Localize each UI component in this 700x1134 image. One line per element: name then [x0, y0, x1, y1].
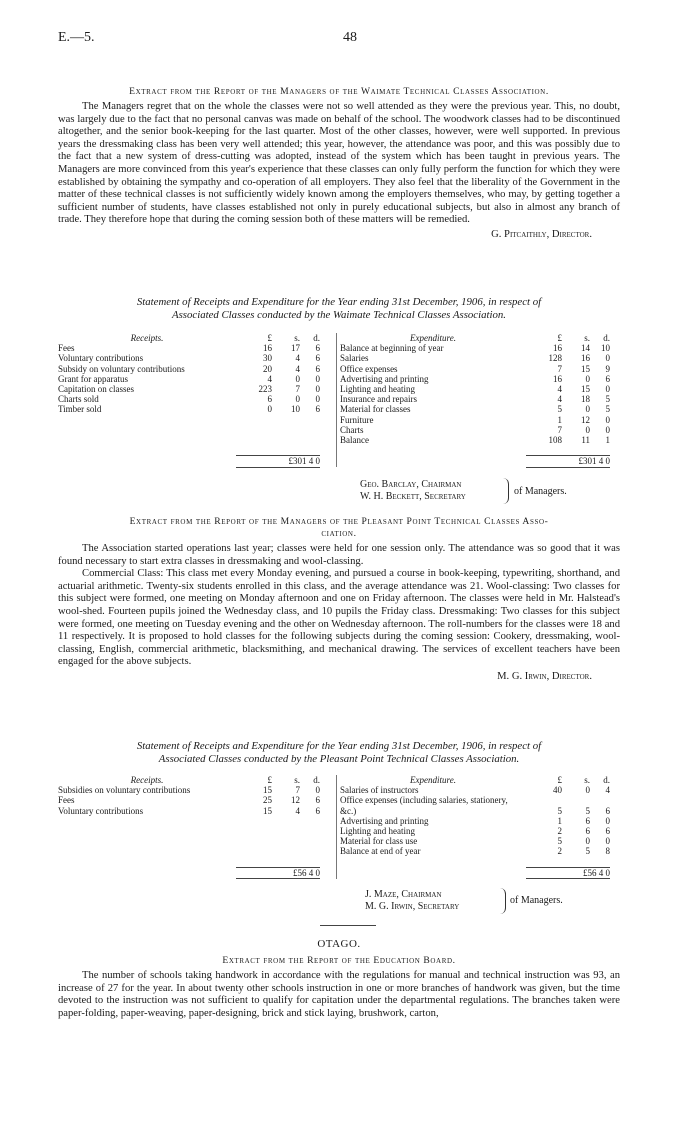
expenditure-pounds: 5 [557, 836, 562, 847]
expenditure-pence: 4 [605, 785, 610, 796]
pleasant-table-row [58, 826, 620, 836]
empty-cell [236, 415, 272, 425]
expenditure-shillings: 14 [581, 343, 590, 354]
expenditure-pounds: 40 [553, 785, 562, 796]
expenditure-pence: 0 [605, 414, 610, 425]
waimate-table-row [58, 415, 620, 425]
gap-cell [562, 445, 590, 456]
spacer [320, 374, 336, 384]
receipt-shillings: 4 [295, 805, 300, 816]
empty-cell [272, 826, 300, 836]
otago-title: OTAGO. [317, 938, 361, 950]
spacer [610, 826, 620, 836]
waimate-paragraph: The Managers regret that on the whole the classes were not so well attended as they were the previous year. This, no doubt, was largely due to the fact that no personal canvas was made on behalf of the school. The woodwork classes had to be discontinued altogether, and the senior book-keeping for the last quarter. Most of the other classes, however, were well supported. In previous years the dressmaking class has been very well attended; this year, however, the attendance was poor, and this was possibly due to the fact that a new system of dress-cutting was adopted, instead of the system which has been taught in previous years. The Managers are more convinced from this year's experience that these classes can only fully perform the function for which they were established by obtaining the sympathy and co-operation of all employers. They also feel that the liberality of the Government in the matter of these technical classes is not sufficiently widely known among the employers themselves, who may, by getting together a sufficient number of students, have classes established not only in purely educational subjects, but also in almost any branch of trade. They therefore hope that during the coming session both of these matters will be remedied. [58, 101, 620, 226]
receipt-label: Fees [58, 795, 75, 806]
empty-cell [236, 836, 272, 846]
receipt-label: Timber sold [58, 404, 102, 415]
receipt-pounds: 15 [263, 785, 272, 796]
receipt-pence: 6 [315, 343, 320, 354]
empty-cell [58, 456, 236, 467]
receipt-pence: 0 [315, 384, 320, 395]
waimate-signer-chairman: Geo. Barclay, Chairman [360, 479, 462, 490]
empty-cell [58, 836, 236, 846]
spacer [610, 374, 620, 384]
receipt-pounds: 0 [267, 404, 272, 415]
gap-cell [610, 857, 620, 868]
pleasant-statement-title [58, 740, 620, 766]
pound-header: £ [557, 775, 562, 785]
receipt-pounds: 25 [263, 795, 272, 806]
shilling-header: s. [294, 775, 300, 785]
pleasant-signers [365, 889, 459, 913]
spacer [320, 343, 336, 353]
expenditure-shillings: 0 [585, 404, 590, 415]
spacer [610, 816, 620, 826]
expenditure-label: Lighting and heating [340, 826, 415, 837]
expenditure-label: Lighting and heating [340, 384, 415, 395]
receipt-pence: 6 [315, 805, 320, 816]
expenditure-pounds: 2 [557, 826, 562, 837]
gap-cell [526, 857, 562, 868]
expenditure-pounds: 16 [553, 373, 562, 384]
pound-header: £ [267, 333, 272, 343]
receipt-label: Capitation on classes [58, 384, 134, 395]
pleasant-table-row [58, 806, 620, 816]
expenditure-pence: 5 [605, 394, 610, 405]
pleasant-heading-line-1: Extract from the Report of the Managers of the Pleasant Point Technical Classes Asso- [129, 516, 549, 527]
pleasant-accounts [58, 775, 620, 879]
page-number: 48 [343, 30, 357, 45]
expenditure-pence [590, 795, 610, 805]
spacer [610, 415, 620, 425]
empty-cell [272, 415, 300, 425]
spacer [320, 333, 336, 343]
receipt-shillings: 17 [291, 343, 300, 354]
expenditure-shillings: 15 [581, 384, 590, 395]
expenditure-shillings: 5 [585, 805, 590, 816]
waimate-accounts [58, 333, 620, 468]
waimate-gap-row [58, 445, 620, 456]
receipt-label: Charts sold [58, 394, 99, 405]
expenditure-shillings: 16 [581, 353, 590, 364]
expenditure-shillings: 0 [585, 373, 590, 384]
receipt-pounds: 20 [263, 363, 272, 374]
expenditure-shillings: 0 [585, 424, 590, 435]
waimate-table-row [58, 394, 620, 404]
waimate-expenditure-total: £301 4 0 [526, 456, 610, 467]
waimate-signers-role: of Managers. [514, 486, 567, 497]
expenditure-pounds: 16 [553, 343, 562, 354]
expenditure-label: Balance at beginning of year [340, 343, 444, 354]
expenditure-shillings: 0 [585, 836, 590, 847]
expenditure-pence: 8 [605, 846, 610, 857]
receipt-shillings: 0 [295, 373, 300, 384]
expenditure-label: Salaries of instructors [340, 785, 419, 796]
expenditure-label: Advertising and printing [340, 815, 429, 826]
receipt-shillings: 4 [295, 353, 300, 364]
gap-cell [300, 445, 320, 456]
expenditure-label: Office expenses (including salaries, stationery, [340, 795, 508, 806]
receipt-shillings: 7 [295, 384, 300, 395]
expenditure-label: Balance [340, 435, 369, 446]
pence-header: d. [313, 333, 320, 343]
expenditure-shillings: 18 [581, 394, 590, 405]
receipt-shillings: 12 [291, 795, 300, 806]
waimate-signers-brace [503, 478, 509, 504]
empty-cell [272, 435, 300, 445]
spacer [610, 867, 620, 878]
spacer [320, 384, 336, 394]
gap-cell [236, 857, 272, 868]
spacer [610, 775, 620, 785]
pleasant-table-row [58, 785, 620, 795]
pleasant-expenditure-header: Expenditure. [410, 775, 456, 785]
expenditure-pounds: 108 [548, 435, 562, 446]
spacer [320, 425, 336, 435]
gap-cell [58, 857, 236, 868]
gap-cell [590, 445, 610, 456]
pleasant-header-row [58, 775, 620, 785]
empty-cell [58, 816, 236, 826]
spacer [610, 846, 620, 856]
receipt-pounds: 4 [267, 373, 272, 384]
pleasant-statement-title-line-1: Statement of Receipts and Expenditure for the Year ending 31st December, 1906, in respect of [136, 740, 542, 752]
waimate-statement-table [58, 333, 620, 468]
expenditure-label: Insurance and repairs [340, 394, 417, 405]
pleasant-table-row [58, 846, 620, 856]
empty-cell [58, 415, 236, 425]
expenditure-shillings: 5 [585, 846, 590, 857]
pleasant-heading-line-2: ciation. [321, 528, 357, 539]
expenditure-pence: 0 [605, 384, 610, 395]
waimate-statement-title-line-1: Statement of Receipts and Expenditure for the Year ending 31st December, 1906, in respect of [136, 296, 542, 308]
empty-cell [58, 425, 236, 435]
pleasant-receipts-header: Receipts. [130, 775, 164, 785]
expenditure-pounds: 4 [557, 394, 562, 405]
spacer [610, 806, 620, 816]
expenditure-label: Balance at end of year [340, 846, 421, 857]
empty-cell [58, 867, 236, 878]
receipt-pounds: 6 [267, 394, 272, 405]
empty-cell [236, 846, 272, 856]
spacer [320, 456, 336, 467]
pleasant-section [58, 516, 620, 683]
spacer [610, 456, 620, 467]
gap-cell [320, 857, 336, 868]
expenditure-pounds: 1 [557, 815, 562, 826]
receipt-pence: 0 [315, 373, 320, 384]
spacer [610, 836, 620, 846]
expenditure-label: Advertising and printing [340, 373, 429, 384]
expenditure-shillings [562, 795, 590, 805]
expenditure-pence: 1 [605, 435, 610, 446]
spacer [610, 404, 620, 414]
pleasant-table-row [58, 816, 620, 826]
waimate-totals-row [58, 456, 620, 467]
expenditure-pounds: 7 [557, 363, 562, 374]
pence-header: d. [313, 775, 320, 785]
spacer [320, 404, 336, 414]
spacer [320, 364, 336, 374]
spacer [320, 806, 336, 816]
expenditure-pounds [526, 795, 562, 805]
gap-cell [590, 857, 610, 868]
waimate-expenditure-header: Expenditure. [410, 333, 456, 343]
expenditure-pence: 6 [605, 805, 610, 816]
empty-cell [58, 435, 236, 445]
gap-cell [340, 445, 526, 456]
receipt-pence: 6 [315, 353, 320, 364]
gap-cell [610, 445, 620, 456]
pleasant-receipts-total: £56 4 0 [236, 867, 320, 878]
waimate-table-row [58, 384, 620, 394]
receipt-label: Voluntary contributions [58, 805, 144, 816]
pleasant-signer-chairman: J. Maze, Chairman [365, 889, 442, 900]
section-divider [320, 925, 376, 926]
receipt-label: Grant for apparatus [58, 373, 128, 384]
waimate-receipts-header: Receipts. [130, 333, 164, 343]
spacer [320, 435, 336, 445]
expenditure-label: Charts [340, 424, 364, 435]
waimate-heading: Extract from the Report of the Managers of the Waimate Technical Classes Association. [129, 86, 549, 97]
spacer [610, 394, 620, 404]
waimate-signer-secretary: W. H. Beckett, Secretary [360, 491, 466, 502]
expenditure-label: Salaries [340, 353, 369, 364]
spacer [610, 384, 620, 394]
expenditure-shillings: 6 [585, 826, 590, 837]
gap-cell [562, 857, 590, 868]
empty-cell [300, 836, 320, 846]
expenditure-label: Office expenses [340, 363, 398, 374]
receipt-shillings: 10 [291, 404, 300, 415]
expenditure-pounds: 1 [557, 414, 562, 425]
receipt-pence: 6 [315, 795, 320, 806]
gap-cell [272, 445, 300, 456]
empty-cell [236, 425, 272, 435]
spacer [610, 785, 620, 795]
spacer [610, 425, 620, 435]
receipt-label: Subsidy on voluntary contributions [58, 363, 185, 374]
spacer [320, 867, 336, 878]
expenditure-pounds: 5 [557, 805, 562, 816]
pleasant-expenditure-total: £56 4 0 [526, 867, 610, 878]
pleasant-signers-role: of Managers. [510, 895, 563, 906]
spacer [320, 394, 336, 404]
expenditure-pence: 5 [605, 404, 610, 415]
gap-cell [526, 445, 562, 456]
waimate-table-row [58, 425, 620, 435]
pence-header: d. [603, 333, 610, 343]
spacer [320, 775, 336, 785]
gap-cell [272, 857, 300, 868]
gap-cell [58, 445, 236, 456]
pleasant-signers-brace [500, 888, 506, 914]
expenditure-pence: 9 [605, 363, 610, 374]
pleasant-totals-row [58, 867, 620, 878]
document-reference: E.—5. [58, 30, 95, 45]
receipt-pence: 6 [315, 404, 320, 415]
receipt-pence: 0 [315, 394, 320, 405]
spacer [610, 333, 620, 343]
empty-cell [300, 425, 320, 435]
empty-cell [236, 826, 272, 836]
pound-header: £ [557, 333, 562, 343]
gap-cell [236, 445, 272, 456]
spacer [610, 353, 620, 363]
spacer [320, 795, 336, 805]
spacer [320, 785, 336, 795]
pound-header: £ [267, 775, 272, 785]
empty-cell [272, 816, 300, 826]
expenditure-label: &c.) [340, 805, 357, 816]
expenditure-label: Material for class use [340, 836, 418, 847]
receipt-pounds: 16 [263, 343, 272, 354]
empty-cell [272, 846, 300, 856]
pleasant-statement-table [58, 775, 620, 879]
receipt-pence: 6 [315, 363, 320, 374]
spacer [610, 795, 620, 805]
receipt-pounds: 30 [263, 353, 272, 364]
expenditure-shillings: 0 [585, 785, 590, 796]
receipt-pounds: 15 [263, 805, 272, 816]
spacer [320, 816, 336, 826]
empty-cell [272, 836, 300, 846]
spacer [610, 435, 620, 445]
expenditure-pence: 6 [605, 373, 610, 384]
expenditure-shillings: 12 [581, 414, 590, 425]
pleasant-paragraph-1: The Association started operations last year; classes were held for one session only. The attendance was so good that it was found necessary to start extra classes in dressmaking and wool-classing. [58, 543, 620, 567]
expenditure-pence: 0 [605, 836, 610, 847]
pleasant-statement-title-line-2: Associated Classes conducted by the Pleasant Point Technical Classes Association. [158, 753, 520, 765]
expenditure-pence: 6 [605, 826, 610, 837]
shilling-header: s. [584, 333, 590, 343]
spacer [320, 826, 336, 836]
waimate-signature: G. Pitcaithly, Director. [491, 228, 592, 240]
receipt-pence: 0 [315, 785, 320, 796]
expenditure-pence: 0 [605, 424, 610, 435]
receipt-shillings: 0 [295, 394, 300, 405]
waimate-receipts-total: £301 4 0 [236, 456, 320, 467]
waimate-statement-title-line-2: Associated Classes conducted by the Waimate Technical Classes Association. [172, 309, 506, 321]
pence-header: d. [603, 775, 610, 785]
empty-cell [300, 816, 320, 826]
empty-cell [236, 435, 272, 445]
pleasant-table-row [58, 795, 620, 805]
receipt-shillings: 4 [295, 363, 300, 374]
empty-cell [58, 846, 236, 856]
empty-cell [300, 415, 320, 425]
spacer [320, 415, 336, 425]
expenditure-shillings: 15 [581, 363, 590, 374]
pleasant-signer-secretary: M. G. Irwin, Secretary [365, 901, 460, 912]
expenditure-pence: 0 [605, 815, 610, 826]
waimate-statement-title [58, 296, 620, 322]
waimate-table-row [58, 374, 620, 384]
expenditure-pounds: 7 [557, 424, 562, 435]
otago-heading: Extract from the Report of the Education Board. [222, 955, 456, 966]
spacer [610, 364, 620, 374]
empty-cell [300, 435, 320, 445]
pleasant-gap-row [58, 857, 620, 868]
waimate-table-row [58, 404, 620, 414]
receipt-label: Fees [58, 343, 75, 354]
gap-cell [300, 857, 320, 868]
waimate-header-row [58, 333, 620, 343]
shilling-header: s. [584, 775, 590, 785]
empty-cell [300, 846, 320, 856]
empty-cell [340, 456, 526, 467]
waimate-section [58, 86, 620, 241]
waimate-table-row [58, 353, 620, 363]
pleasant-paragraph-2: Commercial Class: This class met every Monday evening, and pursued a course in book-keeping, typewriting, shorthand, and actuarial arithmetic. Twenty-six students enrolled in this class, and the average attendance was 21. Wool-classing: Two classes for this subject were formed, one meeting on Monday afternoon and one on Friday afternoon. The classes were held in Mr. Halstead's wool-shed. Fourteen pupils joined the Wednesday class, and 10 pupils the Friday class. Dressmaking: Two classes for this subject were formed, one meeting on Tuesday evening and the other on Wednesday afternoon. The roll-numbers for the classes were 18 and 11 respectively. It is proposed to hold classes for the following subjects during the coming session: Cookery, dressmaking, wool-classing, English, commercial arithmetic, blacksmithing, and mechanical drawing. The services of excellent teachers have been engaged for the above subjects. [58, 568, 620, 668]
expenditure-pence: 10 [601, 343, 610, 354]
expenditure-pounds: 4 [557, 384, 562, 395]
gap-cell [340, 857, 526, 868]
receipt-label: Voluntary contributions [58, 353, 144, 364]
spacer [320, 846, 336, 856]
receipt-label: Subsidies on voluntary contributions [58, 785, 191, 796]
waimate-signers [360, 479, 466, 503]
empty-cell [58, 826, 236, 836]
otago-paragraph: The number of schools taking handwork in accordance with the regulations for manual and technical instruction was 93, an increase of 27 for the year. In about twenty other schools instruction in one or more branches of handwork was given, but the time devoted to the instruction was not sufficient to qualify for capitation under the departmental regulations. The branches taken were paper-folding, paper-weaving, paper-designing, brick and stick laying, brushwork, carton, [58, 970, 620, 1019]
empty-cell [236, 816, 272, 826]
expenditure-shillings: 6 [585, 815, 590, 826]
receipt-shillings: 7 [295, 785, 300, 796]
empty-cell [340, 867, 526, 878]
spacer [320, 836, 336, 846]
empty-cell [300, 826, 320, 836]
expenditure-pounds: 2 [557, 846, 562, 857]
expenditure-label: Material for classes [340, 404, 411, 415]
gap-cell [320, 445, 336, 456]
expenditure-pounds: 5 [557, 404, 562, 415]
expenditure-shillings: 11 [581, 435, 590, 446]
receipt-pounds: 223 [258, 384, 272, 395]
spacer [320, 353, 336, 363]
expenditure-label: Furniture [340, 414, 374, 425]
empty-cell [272, 425, 300, 435]
waimate-table-row [58, 364, 620, 374]
expenditure-pence: 0 [605, 353, 610, 364]
pleasant-table-row [58, 836, 620, 846]
expenditure-pounds: 128 [548, 353, 562, 364]
otago-section [58, 938, 620, 1020]
waimate-table-row [58, 343, 620, 353]
shilling-header: s. [294, 333, 300, 343]
spacer [610, 343, 620, 353]
pleasant-signature: M. G. Irwin, Director. [497, 670, 592, 682]
waimate-table-row [58, 435, 620, 445]
